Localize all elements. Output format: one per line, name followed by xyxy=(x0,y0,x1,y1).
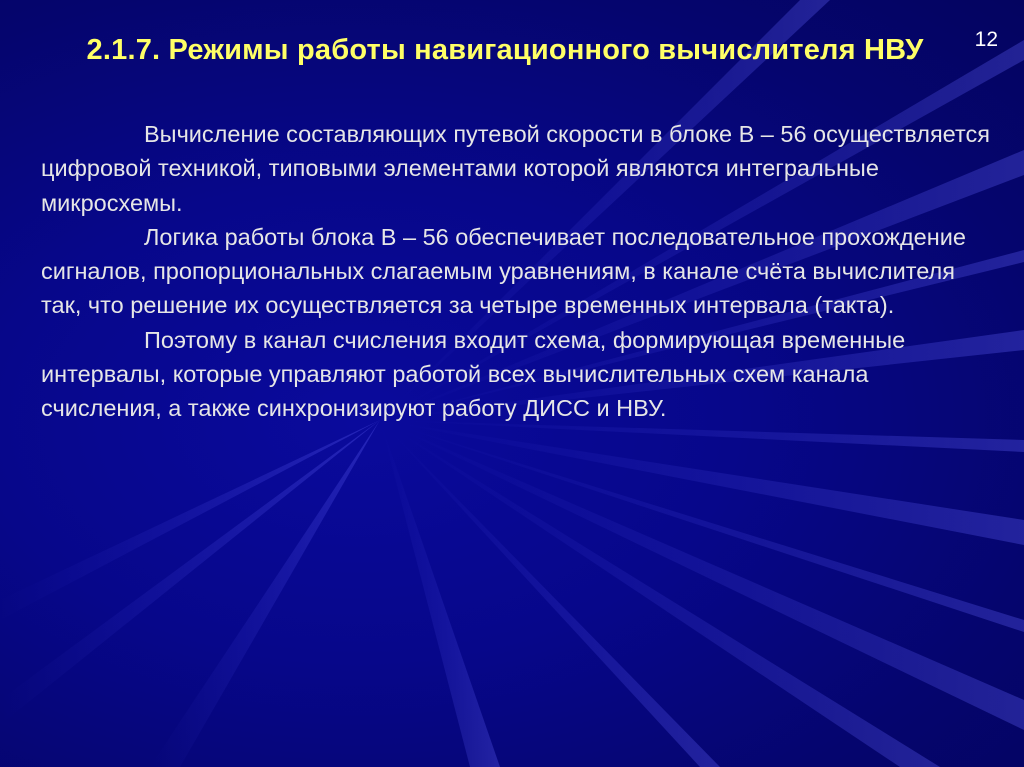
body-paragraph: Логика работы блока В – 56 обеспечивает последовательное прохождение сигналов, пропорциональных слагаемым уравнениям, в канале счёта вычислителя так, что решение их осуществляется за четыре временных интервала (такта). xyxy=(41,223,966,319)
slide-title: 2.1.7. Режимы работы навигационного вычислителя НВУ xyxy=(86,34,924,66)
slide-number: 12 xyxy=(974,28,998,51)
body-paragraph: Поэтому в канал счисления входит схема, формирующая временные интервалы, которые управляют работой всех вычислительных схем канала счисления, а также синхронизируют работу ДИСС и НВУ. xyxy=(41,326,906,422)
slide-body xyxy=(41,117,991,426)
body-paragraph: Вычисление составляющих путевой скорости в блоке В – 56 осуществляется цифровой техникой, типовыми элементами которой являются интегральные микросхемы. xyxy=(41,121,990,216)
